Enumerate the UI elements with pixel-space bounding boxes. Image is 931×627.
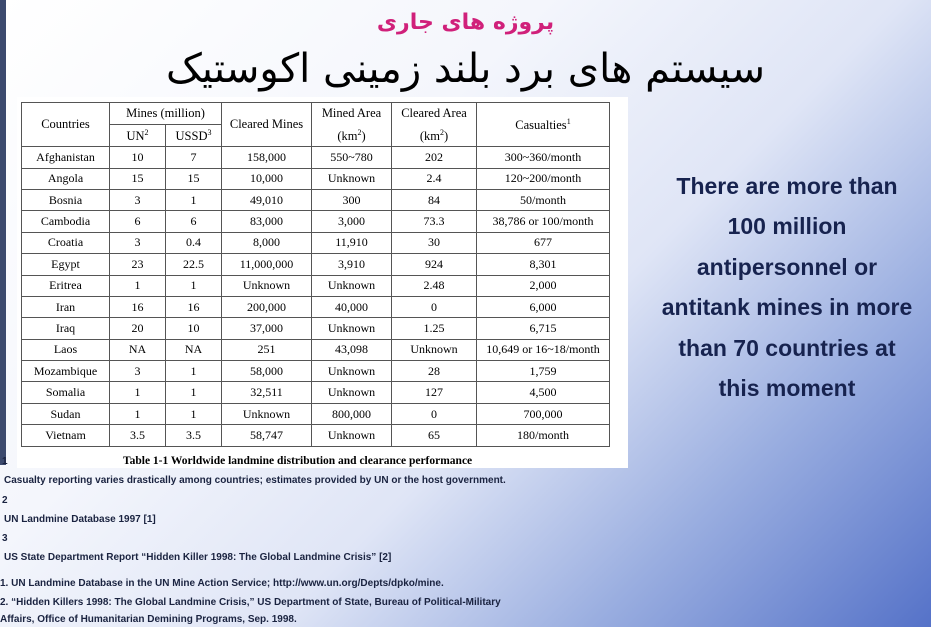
landmine-table-panel [17, 97, 628, 468]
cell-cleared-area: 0 [392, 296, 477, 317]
fact-line: There are more than [676, 173, 898, 199]
cell-cleared-area: Unknown [392, 339, 477, 360]
cell-un: 1 [110, 403, 166, 424]
mined-area-label: Mined Area [321, 106, 382, 120]
table-caption: Table 1-1 Worldwide landmine distribution and clearance performance [123, 455, 473, 467]
cell-mined-area: 43,098 [312, 339, 392, 360]
table-row [22, 254, 610, 275]
cell-cleared-area: 84 [392, 189, 477, 210]
cell-mined-area: 800,000 [312, 403, 392, 424]
table-row [22, 425, 610, 446]
fact-line: this moment [718, 375, 856, 402]
cell-country: Angola [22, 168, 110, 189]
cell-ussd: 1 [166, 361, 222, 382]
cell-un: 3.5 [110, 425, 166, 446]
table-row [22, 318, 610, 339]
cell-mined-area: Unknown [312, 275, 392, 296]
table-row [22, 382, 610, 403]
cell-un: 23 [110, 254, 166, 275]
cell-un: 3 [110, 189, 166, 210]
table-row [22, 275, 610, 296]
header-mined-area [312, 103, 392, 147]
cell-country: Croatia [22, 232, 110, 253]
footnote-2: UN Landmine Database 1997 [1] [4, 514, 156, 525]
cell-ussd: 10 [166, 318, 222, 339]
cleared-area-unit-close: ) [443, 129, 449, 144]
footnote-1: Casualty reporting varies drastically among countries; estimates provided by UN or the host government. [4, 475, 506, 486]
cell-cleared-mines: 251 [222, 339, 312, 360]
cell-mined-area: 300 [312, 189, 392, 210]
slide-title: سیستم های برد بلند زمینی اکوستیک [165, 46, 766, 92]
cell-country: Laos [22, 339, 110, 360]
cell-casualties: 38,786 or 100/month [477, 211, 610, 232]
cell-cleared-mines: Unknown [222, 403, 312, 424]
cell-country: Egypt [22, 254, 110, 275]
cell-ussd: 7 [166, 147, 222, 168]
cell-ussd: 1 [166, 275, 222, 296]
table-row [22, 232, 610, 253]
cell-cleared-area: 28 [392, 361, 477, 382]
cell-un: 10 [110, 147, 166, 168]
cell-mined-area: Unknown [312, 168, 392, 189]
table-row [22, 189, 610, 210]
cell-casualties: 4,500 [477, 382, 610, 403]
cell-ussd: 22.5 [166, 254, 222, 275]
fact-line: antipersonnel or [696, 253, 878, 280]
cell-un: 6 [110, 211, 166, 232]
cell-casualties: 6,715 [477, 318, 610, 339]
header-cleared-mines: Cleared Mines [222, 103, 312, 147]
mined-area-unit-close: ) [361, 129, 366, 144]
cell-country: Sudan [22, 403, 110, 424]
header-mines-group: Mines (million) [110, 103, 222, 125]
footnote-3: US State Department Report “Hidden Killer 1998: The Global Landmine Crisis” [2] [4, 552, 392, 563]
cleared-area-label: Cleared Area [401, 106, 467, 120]
header-countries: Countries [22, 103, 110, 147]
cell-cleared-mines: 10,000 [222, 168, 312, 189]
cell-cleared-mines: 158,000 [222, 147, 312, 168]
cell-casualties: 677 [477, 232, 610, 253]
fact-line: 100 million [727, 213, 847, 240]
table-row [22, 403, 610, 424]
cell-ussd: 15 [166, 168, 222, 189]
table-row [22, 361, 610, 382]
header-cleared-area [392, 103, 477, 147]
cell-un: NA [110, 339, 166, 360]
table-row [22, 211, 610, 232]
cell-casualties: 8,301 [477, 254, 610, 275]
cell-cleared-area: 202 [392, 147, 477, 168]
cell-un: 15 [110, 168, 166, 189]
table-row [22, 168, 610, 189]
cell-cleared-mines: 49,010 [222, 189, 312, 210]
cell-country: Afghanistan [22, 147, 110, 168]
cell-country: Bosnia [22, 189, 110, 210]
ussd-sup: 3 [207, 127, 212, 137]
reference-2-continued: Affairs, Office of Humanitarian Demining Programs, Sep. 1998. [0, 614, 297, 625]
fact-line: antitank mines in more [661, 294, 913, 321]
cell-ussd: 3.5 [166, 425, 222, 446]
header-casualties [477, 103, 610, 147]
cell-mined-area: 40,000 [312, 296, 392, 317]
cell-ussd: 16 [166, 296, 222, 317]
cell-cleared-area: 0 [392, 403, 477, 424]
un-sup: 2 [144, 127, 149, 137]
cell-cleared-area: 2.4 [392, 168, 477, 189]
un-label: UN [126, 128, 145, 143]
mined-area-unit-sup: 2 [357, 128, 362, 137]
cell-mined-area: Unknown [312, 382, 392, 403]
cell-casualties: 6,000 [477, 296, 610, 317]
cleared-area-unit: (km [419, 129, 440, 144]
reference-1: 1. UN Landmine Database in the UN Mine Action Service; http://www.un.org/Depts/dpko/mine. [0, 578, 444, 589]
casualties-label: Casualties [515, 117, 567, 132]
cell-casualties: 120~200/month [477, 168, 610, 189]
cell-cleared-mines: 32,511 [222, 382, 312, 403]
cell-ussd: 0.4 [166, 232, 222, 253]
landmine-fact-text [636, 166, 931, 408]
ussd-label: USSD [175, 128, 208, 143]
cell-cleared-area: 1.25 [392, 318, 477, 339]
slide-subtitle: پروژه های جاری [376, 10, 555, 35]
cell-ussd: 1 [166, 189, 222, 210]
cell-cleared-area: 924 [392, 254, 477, 275]
casualties-sup: 1 [566, 116, 571, 126]
cell-cleared-area: 65 [392, 425, 477, 446]
cell-country: Iraq [22, 318, 110, 339]
cell-casualties: 2,000 [477, 275, 610, 296]
cell-casualties: 50/month [477, 189, 610, 210]
footnote-marker-3: 3 [2, 533, 8, 544]
table-row [22, 147, 610, 168]
header-un [110, 125, 166, 147]
cell-casualties: 10,649 or 16~18/month [477, 339, 610, 360]
cell-un: 1 [110, 382, 166, 403]
cell-ussd: NA [166, 339, 222, 360]
cell-mined-area: 3,910 [312, 254, 392, 275]
cell-mined-area: 3,000 [312, 211, 392, 232]
cell-cleared-mines: 37,000 [222, 318, 312, 339]
cell-casualties: 700,000 [477, 403, 610, 424]
mined-area-unit: (km [337, 129, 358, 144]
cell-country: Eritrea [22, 275, 110, 296]
cell-cleared-area: 127 [392, 382, 477, 403]
cell-casualties: 180/month [477, 425, 610, 446]
fact-line: than 70 countries at [678, 334, 896, 361]
cell-country: Somalia [22, 382, 110, 403]
table-body [22, 147, 610, 446]
cell-cleared-mines: Unknown [222, 275, 312, 296]
cell-un: 3 [110, 361, 166, 382]
cell-country: Mozambique [22, 361, 110, 382]
footnote-marker-1: 1 [2, 456, 8, 467]
cell-mined-area: Unknown [312, 361, 392, 382]
cell-country: Vietnam [22, 425, 110, 446]
cell-cleared-area: 2.48 [392, 275, 477, 296]
cell-cleared-mines: 200,000 [222, 296, 312, 317]
cell-un: 20 [110, 318, 166, 339]
cell-cleared-mines: 11,000,000 [222, 254, 312, 275]
table-row [22, 339, 610, 360]
footnote-marker-2: 2 [2, 495, 8, 506]
cleared-area-unit-sup: 2 [439, 128, 444, 137]
cell-ussd: 1 [166, 403, 222, 424]
cell-cleared-area: 73.3 [392, 211, 477, 232]
cell-mined-area: Unknown [312, 318, 392, 339]
cell-mined-area: 550~780 [312, 147, 392, 168]
cell-casualties: 300~360/month [477, 147, 610, 168]
cell-country: Cambodia [22, 211, 110, 232]
landmine-table [21, 102, 610, 447]
cell-mined-area: Unknown [312, 425, 392, 446]
cell-cleared-mines: 58,000 [222, 361, 312, 382]
cell-mined-area: 11,910 [312, 232, 392, 253]
cell-cleared-mines: 8,000 [222, 232, 312, 253]
cell-ussd: 6 [166, 211, 222, 232]
cell-cleared-mines: 83,000 [222, 211, 312, 232]
cell-casualties: 1,759 [477, 361, 610, 382]
reference-2: 2. “Hidden Killers 1998: The Global Landmine Crisis,” US Department of State, Bureau of Political-Military [0, 597, 501, 608]
cell-country: Iran [22, 296, 110, 317]
cell-un: 16 [110, 296, 166, 317]
cell-un: 1 [110, 275, 166, 296]
cell-cleared-area: 30 [392, 232, 477, 253]
header-ussd [166, 125, 222, 147]
cell-ussd: 1 [166, 382, 222, 403]
table-row [22, 296, 610, 317]
cell-cleared-mines: 58,747 [222, 425, 312, 446]
cell-un: 3 [110, 232, 166, 253]
